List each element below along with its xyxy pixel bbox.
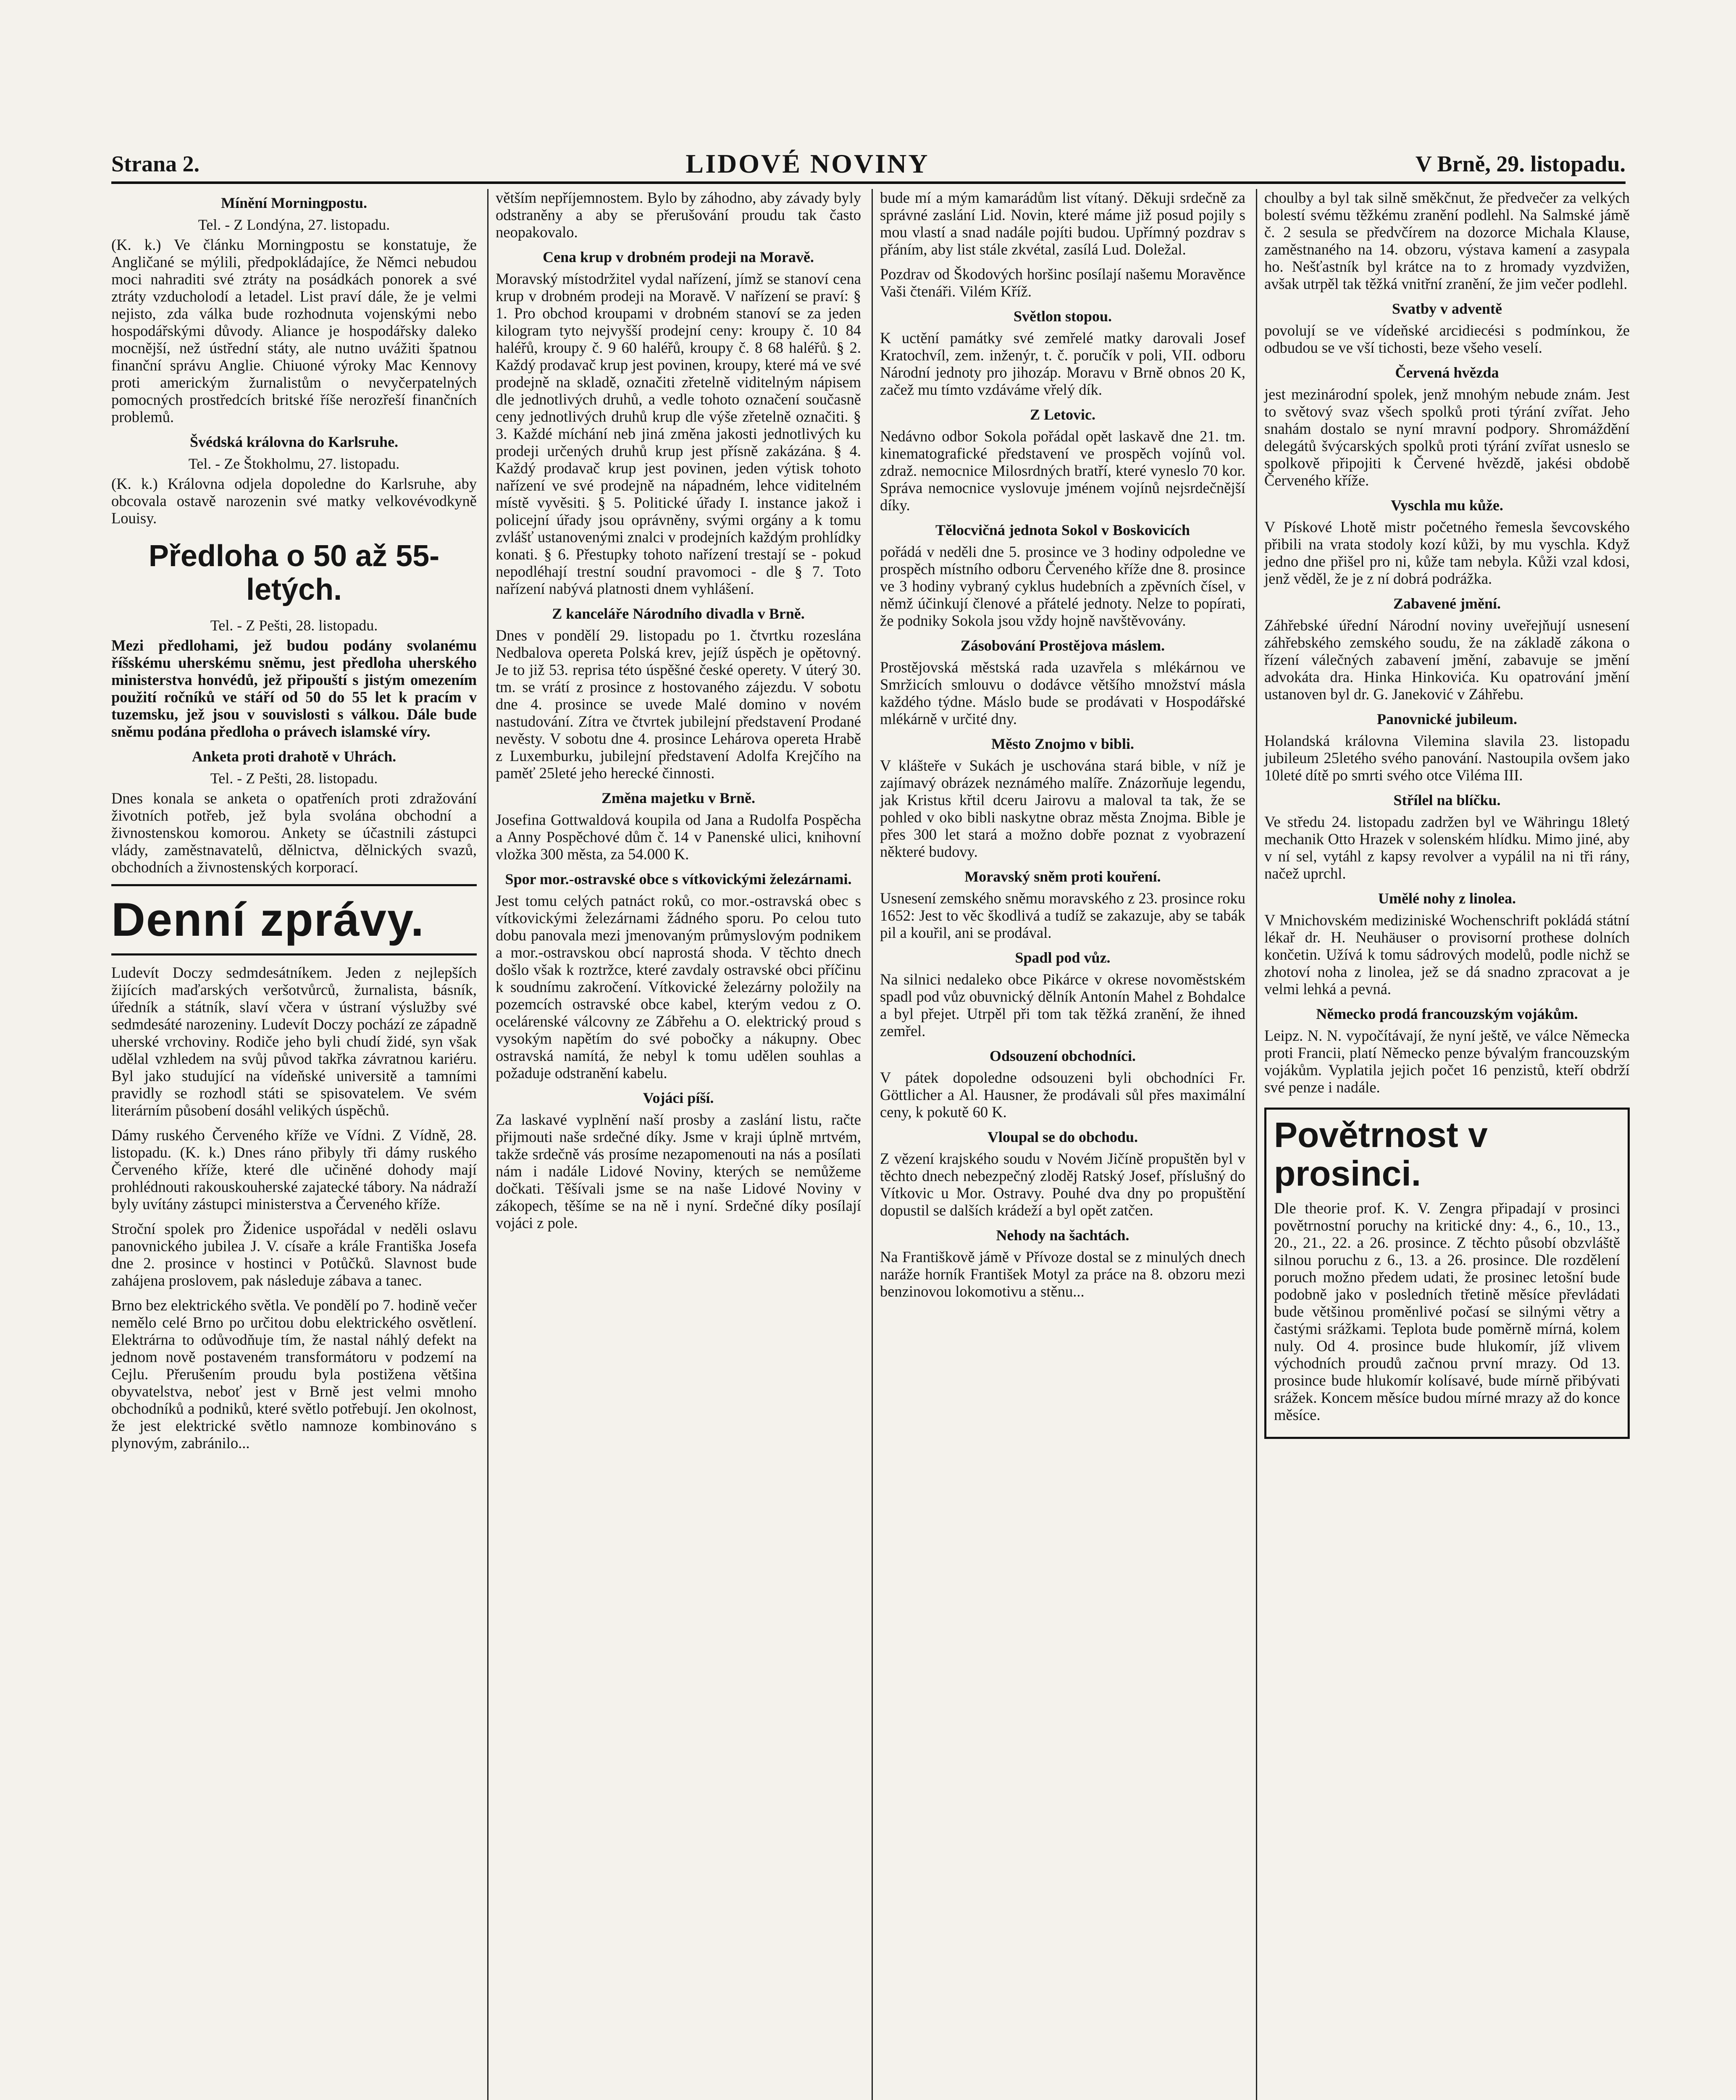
article-text: Moravský místodržitel vydal nařízení, jímž se stanoví cena krup v drobném prodeji na Moravě. V nařízení se praví: § 1. Pro obchod kroupami v drobném stanoví se za jeden kilogram tyto nejvyšší prodejní ceny: kroupy č. 10 84 haléřů, kroupy č. 9 60 haléřů, kroupy č. 8 68 haléřů. § 2. Každý prodavač krup jest povinen, kroupy, které má ve své prodejně na skladě, označiti zřetelně viditelným nápisem dle jednotlivých druhů, a vedle tohoto označení současně ceny jednotlivých druhů krup dle výše zřetelně označiti. § 3. Každé míchání neb jiná změna jakosti jednotlivých ku prodeji určených druhů krup jest přísně zakázána. § 4. Každý prodavač krup jest povinen, jeden výtisk tohoto nařízení ve své prodejně na nápadném, lehce viditelném místě vyvěsiti. § 5. Politické úřady I. instance jakož i policejní úřady jsou oprávněny, svými orgány a k tomu zvlášť ustanovenými znalci v prodejních každým prohlídky konati. § 6. Přestupky tohoto nařízení trestají se - pokud nepodléhají trestní soudní pravomoci - dle § 7. Toto nařízení nabývá platnosti dnem vyhlášení.: [496, 270, 861, 597]
article-text: Nedávno odbor Sokola pořádal opět laskavě dne 21. tm. kinematografické představení ve prospěch vojínů vol. zdraž. nemocnice Milosrdných bratří, které vyneslo 70 kor. Správa nemocnice vyslovuje jménem vojínů nejsrdečnější díky.: [880, 428, 1245, 514]
article-text: jest mezinárodní spolek, jenž mnohým nebude znám. Jest to světový svaz všech spolků proti týrání zvířat. Jeho snahám dostalo se nyní mravní podpory. Shromáždění delegátů švýcarských spolků proti týrání zvířat usneslo se spolkově připojiti k Červené hvězdě, jakési obdobě Červeného kříže.: [1264, 386, 1630, 489]
article-head: Spadl pod vůz.: [1015, 949, 1111, 966]
article-text: choulby a byl tak silně směkčnut, že předvečer za velkých bolestí svému těžkému zranění podlehl. Na Salmské jámě č. 2 sesula se předvčírem na dozorce Michala Klause, zaměstnaného na 14. obzoru, výstava kamení a zasypala ho. Nešťastník byl krátce na to z hromady vyzdvižen, avšak utrpěl tak těžká vnitřní zranění, že jim večer podlehl.: [1264, 189, 1630, 292]
article-text: K uctění památky své zemřelé matky darovali Josef Kratochvíl, zem. inženýr, t. č. poručík v poli, VII. odboru Národní jednoty pro jihozáp. Moravu v Brně obnos 20 K, začež mu tímto vzdáváme vřelý dík.: [880, 329, 1245, 398]
article-text: Pozdrav od Škodových horšinc posílají našemu Moravěnce Vaši čtenáři. Vilém Kříž.: [880, 265, 1245, 300]
article-head: Moravský sněm proti kouření.: [964, 868, 1161, 885]
article-text: V pátek dopoledne odsouzeni byli obchodníci Fr. Göttlicher a Al. Hausner, že prodávali sůl přes maximální ceny, k pokutě 60 K.: [880, 1069, 1245, 1121]
article-text: Leipz. N. N. vypočítávají, že nyní ještě, ve válce Německa proti Francii, platí Německo penze bývalým francouzským vojákům. Vyplatila jejich počet 16 penzistů, kteří obdrží své penze i nadále.: [1264, 1027, 1630, 1096]
article-head: Švédská královna do Karlsruhe.: [189, 433, 399, 450]
header-rule: [111, 181, 1626, 184]
article-head: Z kanceláře Národního divadla v Brně.: [552, 605, 805, 622]
section-title-daily-news: Denní zprávy.: [111, 893, 425, 946]
column-rule: [1256, 189, 1257, 2100]
column-rule: [487, 189, 488, 2100]
newspaper-title: LIDOVÉ NOVINY: [685, 149, 930, 178]
article-head: Vojáci píší.: [643, 1089, 714, 1106]
article-head: Tělocvičná jednota Sokol v Boskovicích: [935, 522, 1190, 538]
article-head: Odsouzení obchodníci.: [989, 1047, 1136, 1064]
article-text: Záhřebské úřední Národní noviny uveřejňují usnesení záhřebského zemského soudu, že na základě zákona o řízení válečných zabavení jmění, zabavuje se jmění advokáta dra. Hinka Hinkovića. Ku opatrování jmění ustanoven byl dr. G. Janeković v Záhřebu.: [1264, 617, 1630, 703]
article-head: Spor mor.-ostravské obce s vítkovickými železárnami.: [505, 871, 852, 887]
article-head: Cena krup v drobném prodeji na Moravě.: [543, 249, 814, 265]
article-text: Usnesení zemského sněmu moravského z 23. prosince roku 1652: Jest to věc škodlivá a tudíž se zakazuje, aby se tabák pil a kouřil, ani se prodával.: [880, 890, 1245, 941]
article-text: Dámy ruského Červeného kříže ve Vídni. Z Vídně, 28. listopadu. (K. k.) Dnes ráno přibyly tři dámy ruského Červeného kříže, které dle učiněné dohody mají prohlédnouti rakouskouherské zajatecké tábory. Na nádraží byly uvítány zástupci ministerstva a Červeného kříže.: [111, 1126, 477, 1213]
column-4: [1264, 189, 1630, 1439]
article-head: Vloupal se do obchodu.: [987, 1129, 1138, 1145]
article-head: Změna majetku v Brně.: [601, 790, 755, 806]
article-head: Nehody na šachtách.: [996, 1227, 1129, 1244]
article-text: Brno bez elektrického světla. Ve pondělí po 7. hodině večer nemělo celé Brno po určitou dobu elektrického osvětlení. Elektrárna to odůvodňuje tím, že nastal náhlý defekt na jednom nově postaveném transformátoru v podzemí na Cejlu. Přerušením proudu byla postižena většina obyvatelstva, neboť jest v Brně jest velmi mnoho obchodníků a podniků, které světlo potřebují. Jen okolnost, že jest elektrické světlo namnoze kombinováno s plynovým, zabránilo...: [111, 1297, 477, 1452]
article-text: V klášteře v Sukách je uschována stará bible, v níž je zajímavý obrázek neznámého malíře. Znázorňuje legendu, jak Kristus křtil dceru Jairovu a maloval ta tak, že se pohled v oko bibli naskytne obraz města Znojma. Bible je přes 300 let stará a možno dobře poznat z vyobrazení některé budovy.: [880, 757, 1245, 860]
article-head: Světlon stopou.: [1013, 308, 1112, 325]
column-2: [496, 189, 861, 1239]
column-3: [880, 189, 1245, 1307]
page-label: Strana 2.: [111, 151, 200, 176]
article-head: Zásobování Prostějova máslem.: [960, 637, 1165, 654]
article-text: V Pískové Lhotě mistr početného řemesla ševcovského přibili na vrata stodoly kozí kůži, by mu vyschla. Když jedno dne přišel pro ni, kůže tam nebyla. Kůži vzal kdosi, jenž věděl, že je z ní dobrá podrážka.: [1264, 518, 1630, 587]
article-text: povolují se ve vídeňské arcidiecési s podmínkou, že odbudou se ve vší tichosti, beze všeho veselí.: [1264, 322, 1630, 356]
article-head: Německo prodá francouzským vojákům.: [1316, 1005, 1578, 1022]
article-text: Mezi předlohami, jež budou podány svolanému říšskému uherskému sněmu, jest předloha uherského ministerstva honvédů, jež připouští s jistým omezením použití ročníků ve stáří od 50 do 55 let k pracím v tuzemsku, jež jsou v souvislosti s válkou. Dále bude sněmu podána předloha o právech islamské víry.: [111, 637, 477, 740]
article-dateline: Tel. - Z Londýna, 27. listopadu.: [198, 216, 390, 233]
article-text: Ludevít Doczy sedmdesátníkem. Jeden z nejlepších žijících maďarských veršotvůrců, žurnalista, básník, úředník a státník, slaví včera v ústraní výslužby své sedmdesáté narozeniny. Ludevít Doczy pochází ze západně uherské vrchoviny. Rodiče jeho byli chudí židé, syn však udělal vzhledem na svůj původ takřka závratnou kariéru. Byl jako studující na vídeňské universitě a tamními pravidly se rozhodl státi se spisovatelem. Ve svém literárním působení dosáhl velikých úspěchů.: [111, 964, 477, 1119]
article-text: (K. k.) Ve článku Morningpostu se konstatuje, že Angličané se mýlili, předpokládajíce, že Němci nebudou moci nahraditi své ztráty na posádkách ponorek a své ztráty vzducholodí a letadel. List praví dále, že je velmi nejisto, zda válka bude rozhodnuta vojenskými nebo hospodářskými důvody. Aliance je hospodářsky daleko mocnější, než ústřední státy, ale nutno uvážiti špatnou finanční správu Anglie. Chiuoné výroky Mac Kennovy proti americkým žurnalistům o nevyčerpatelných pomocných prostředcích britské říše nerozřeší finančních problemů.: [111, 236, 477, 425]
article-head: Město Znojmo v bibli.: [991, 735, 1134, 752]
column-1: [111, 189, 477, 1459]
article-text: Prostějovská městská rada uzavřela s mlékárnou ve Smržicích smlouvu o dodávce většího množství másla každého týdne. Máslo bude se prodávati v Hospodářské mlékárně v určité dny.: [880, 659, 1245, 727]
article-text: Na Františkově jámě v Přívoze dostal se z minulých dnech naráže horník František Motyl za práce na 8. obzoru mezi benzinovou lokomotivu a stěnu...: [880, 1248, 1245, 1300]
article-text: Dle theorie prof. K. V. Zengra připadají v prosinci povětrnostní poruchy na kritické dny: 4., 6., 10., 13., 20., 21., 22. a 26. prosince. Z těchto působí obzvláště silnou poruchu z 6., 13. a 26. prosince. Dle rozdělení poruch možno předem udati, že prosinec letošní bude podobně jako v posledních třetině měsíce převládati bude většinou proměnlivé počasí se silnými větry a častými srážkami. Teplota bude poměrně mírná, kolem nuly. Od 4. prosince bude hlukomír, jíž vlivem východních proudů začnou první mrazy. Od 13. prosince bude hlukomír kolísavé, bude mírně přibývati srážek. Koncem měsíce budou mírné mrazy až do konce měsíce.: [1274, 1200, 1620, 1423]
article-text: Z vězení krajského soudu v Novém Jičíně propuštěn byl v těchto dnech nebezpečný zloděj Ratský Josef, příslušný do Vítkovic u Mor. Ostravy. Pouhé dva dny po propuštění dopustil se dalších krádeží a byl opět zatčen.: [880, 1150, 1245, 1219]
headline-bill: Předloha o 50 až 55-letých.: [148, 539, 440, 606]
dateline: V Brně, 29. listopadu.: [1415, 151, 1626, 176]
article-text: V Mnichovském mediziniské Wochenschrift pokládá státní lékař dr. H. Neuhäuser o provisorní prothese dolních končetin. Užívá k tomu sádrových modelů, podle nichž se zhotoví noha z linolea, jež se dá snadno zpracovat a je velmi lehká a pevná.: [1264, 911, 1630, 998]
article-text: pořádá v neděli dne 5. prosince ve 3 hodiny odpoledne ve prospěch místního odboru Červeného kříže dne 8. prosince ve 3 hodiny vybraný cyklus hudebních a zpěvních čísel, v němž účinkují členové a přátelé jednoty. Nelze to popírati, že podniky Sokola jsou vždy hojně navštěvovány.: [880, 543, 1245, 629]
article-head: Vyschla mu kůže.: [1391, 497, 1503, 514]
article-text: Dnes v pondělí 29. listopadu po 1. čtvrtku rozeslána Nedbalova opereta Polská krev, jejíž úspěch je opětovný. Je to již 53. reprisa této úspěšné české operety. V úterý 30. tm. se vrátí z prosince z hostovaného zájezdu. V sobotu dne 4. prosince se uvede Malé domino v novém nastudování. Zítra ve čtvrtek jubilejní představení Prodané nevěsty. V sobotu dne 4. prosince Lehárova opereta Hrabě z Luxemburku, jubilejní představení Adolfa Krejčího na paměť 25leté jeho herecké činnosti.: [496, 627, 861, 782]
article-text: bude mí a mým kamarádům list vítaný. Děkuji srdečně za správné zaslání Lid. Novin, které máme již posud pojily s mou vlastí a snad nadále pojíti budou. Upřímný pozdrav s přáním, aby list stále zkvétal, zasílá Lud. Doležal.: [880, 189, 1245, 258]
article-dateline: Tel. - Ze Štokholmu, 27. listopadu.: [188, 455, 400, 472]
article-dateline: Tel. - Z Pešti, 28. listopadu.: [210, 770, 378, 787]
article-text: větším nepříjemnostem. Bylo by záhodno, aby závady byly odstraněny a aby se přerušování proudu tak často neopakovalo.: [496, 189, 861, 241]
weather-headline: Povětrnost v prosinci.: [1274, 1115, 1488, 1193]
article-text: Dnes konala se anketa o opatřeních proti zdražování životních potřeb, jež byla svolána obchodní a živnostenskou komorou. Ankety se účastnili zástupci vlády, zaměstnavatelů, dělnictva, dělnických svazů, obchodních a živnostenských korporací.: [111, 790, 477, 876]
article-head: Anketa proti drahotě v Uhrách.: [192, 748, 397, 765]
article-head: Mínění Morningpostu.: [221, 194, 368, 211]
weather-box: [1264, 1108, 1630, 1439]
column-rule: [872, 189, 873, 2100]
article-text: (K. k.) Královna odjela dopoledne do Karlsruhe, aby obcovala ostavě narozenin své matky velkovévodkyně Louisy.: [111, 475, 477, 527]
article-text: Holandská královna Vilemina slavila 23. listopadu jubileum 25letého svého panování. Nastoupila ovšem jako 10leté dítě po smrti svého otce Viléma III.: [1264, 732, 1630, 784]
article-head: Panovnické jubileum.: [1376, 711, 1518, 727]
article-head: Umělé nohy z linolea.: [1378, 890, 1516, 907]
article-head: Zabavené jmění.: [1393, 595, 1501, 612]
page-header: [111, 149, 1626, 178]
article-text: Josefina Gottwaldová koupila od Jana a Rudolfa Pospěcha a Anny Pospěchové dům č. 14 v Panenské ulici, knihovní vložka 300 města, za 54.000 K.: [496, 811, 861, 863]
article-dateline: Tel. - Z Pešti, 28. listopadu.: [210, 617, 378, 634]
article-text: Jest tomu celých patnáct roků, co mor.-ostravská obec s vítkovickými železárnami žádného sporu. Po celou tuto dobu panovala mezi jmenovaným průmyslovým podnikem a mor.-ostravskou obcí naprostá shoda. V těchto dnech došlo však k roztržce, které zavdaly ostravské obci příčinu k soudnímu zakročení. Vítkovické železárny položily na pozemcích ostravské obce kabel, kterým vedou z O. ocelárenské válcovny ze Zábřehu a O. elektrický proud s vysokým napětím do své pobočky a nákupny. Obec ostravská namítá, že nebyl k tomu udělen souhlas a požaduje odstranění kabelu.: [496, 892, 861, 1082]
article-text: Stroční spolek pro Židenice uspořádal v neděli oslavu panovnického jubilea J. V. císaře a krále Františka Josefa dne 2. prosince v hostinci v Potůčků. Slavnost bude zahájena proslovem, pak následuje zábava a tanec.: [111, 1220, 477, 1289]
article-text: Na silnici nedaleko obce Pikárce v okrese novoměstském spadl pod vůz obuvnický dělník Antonín Mahel z Bohdalce a byl přejet. Utrpěl při tom tak těžká zranění, že ihned zemřel.: [880, 971, 1245, 1040]
article-head: Z Letovic.: [1030, 406, 1095, 423]
article-head: Střílel na blíčku.: [1393, 792, 1501, 808]
section-rule: [111, 953, 477, 956]
article-head: Červená hvězda: [1395, 364, 1499, 381]
article-head: Svatby v adventě: [1392, 300, 1502, 317]
section-rule: [111, 884, 477, 886]
article-text: Ve středu 24. listopadu zadržen byl ve Währingu 18letý mechanik Otto Hrazek v solenském hlídku. Mimo jiné, aby v ní sel, vytáhl z kapsy revolver a vypálil na ni tři rány, načež uprchl.: [1264, 813, 1630, 882]
article-text: Za laskavé vyplnění naší prosby a zaslání listu, račte přijmouti naše srdečné díky. Jsme v kraji úplně mrtvém, takže srdečně vás prosíme nezapomenouti na nás a posílati nám i nadále Lidové Noviny, kterých se nemůžeme dočkati. Těšívali jsme se na naše Lidové Noviny v zákopech, těšíme se na ně i nyní. Srdečné díky posílají vojáci z pole.: [496, 1111, 861, 1231]
